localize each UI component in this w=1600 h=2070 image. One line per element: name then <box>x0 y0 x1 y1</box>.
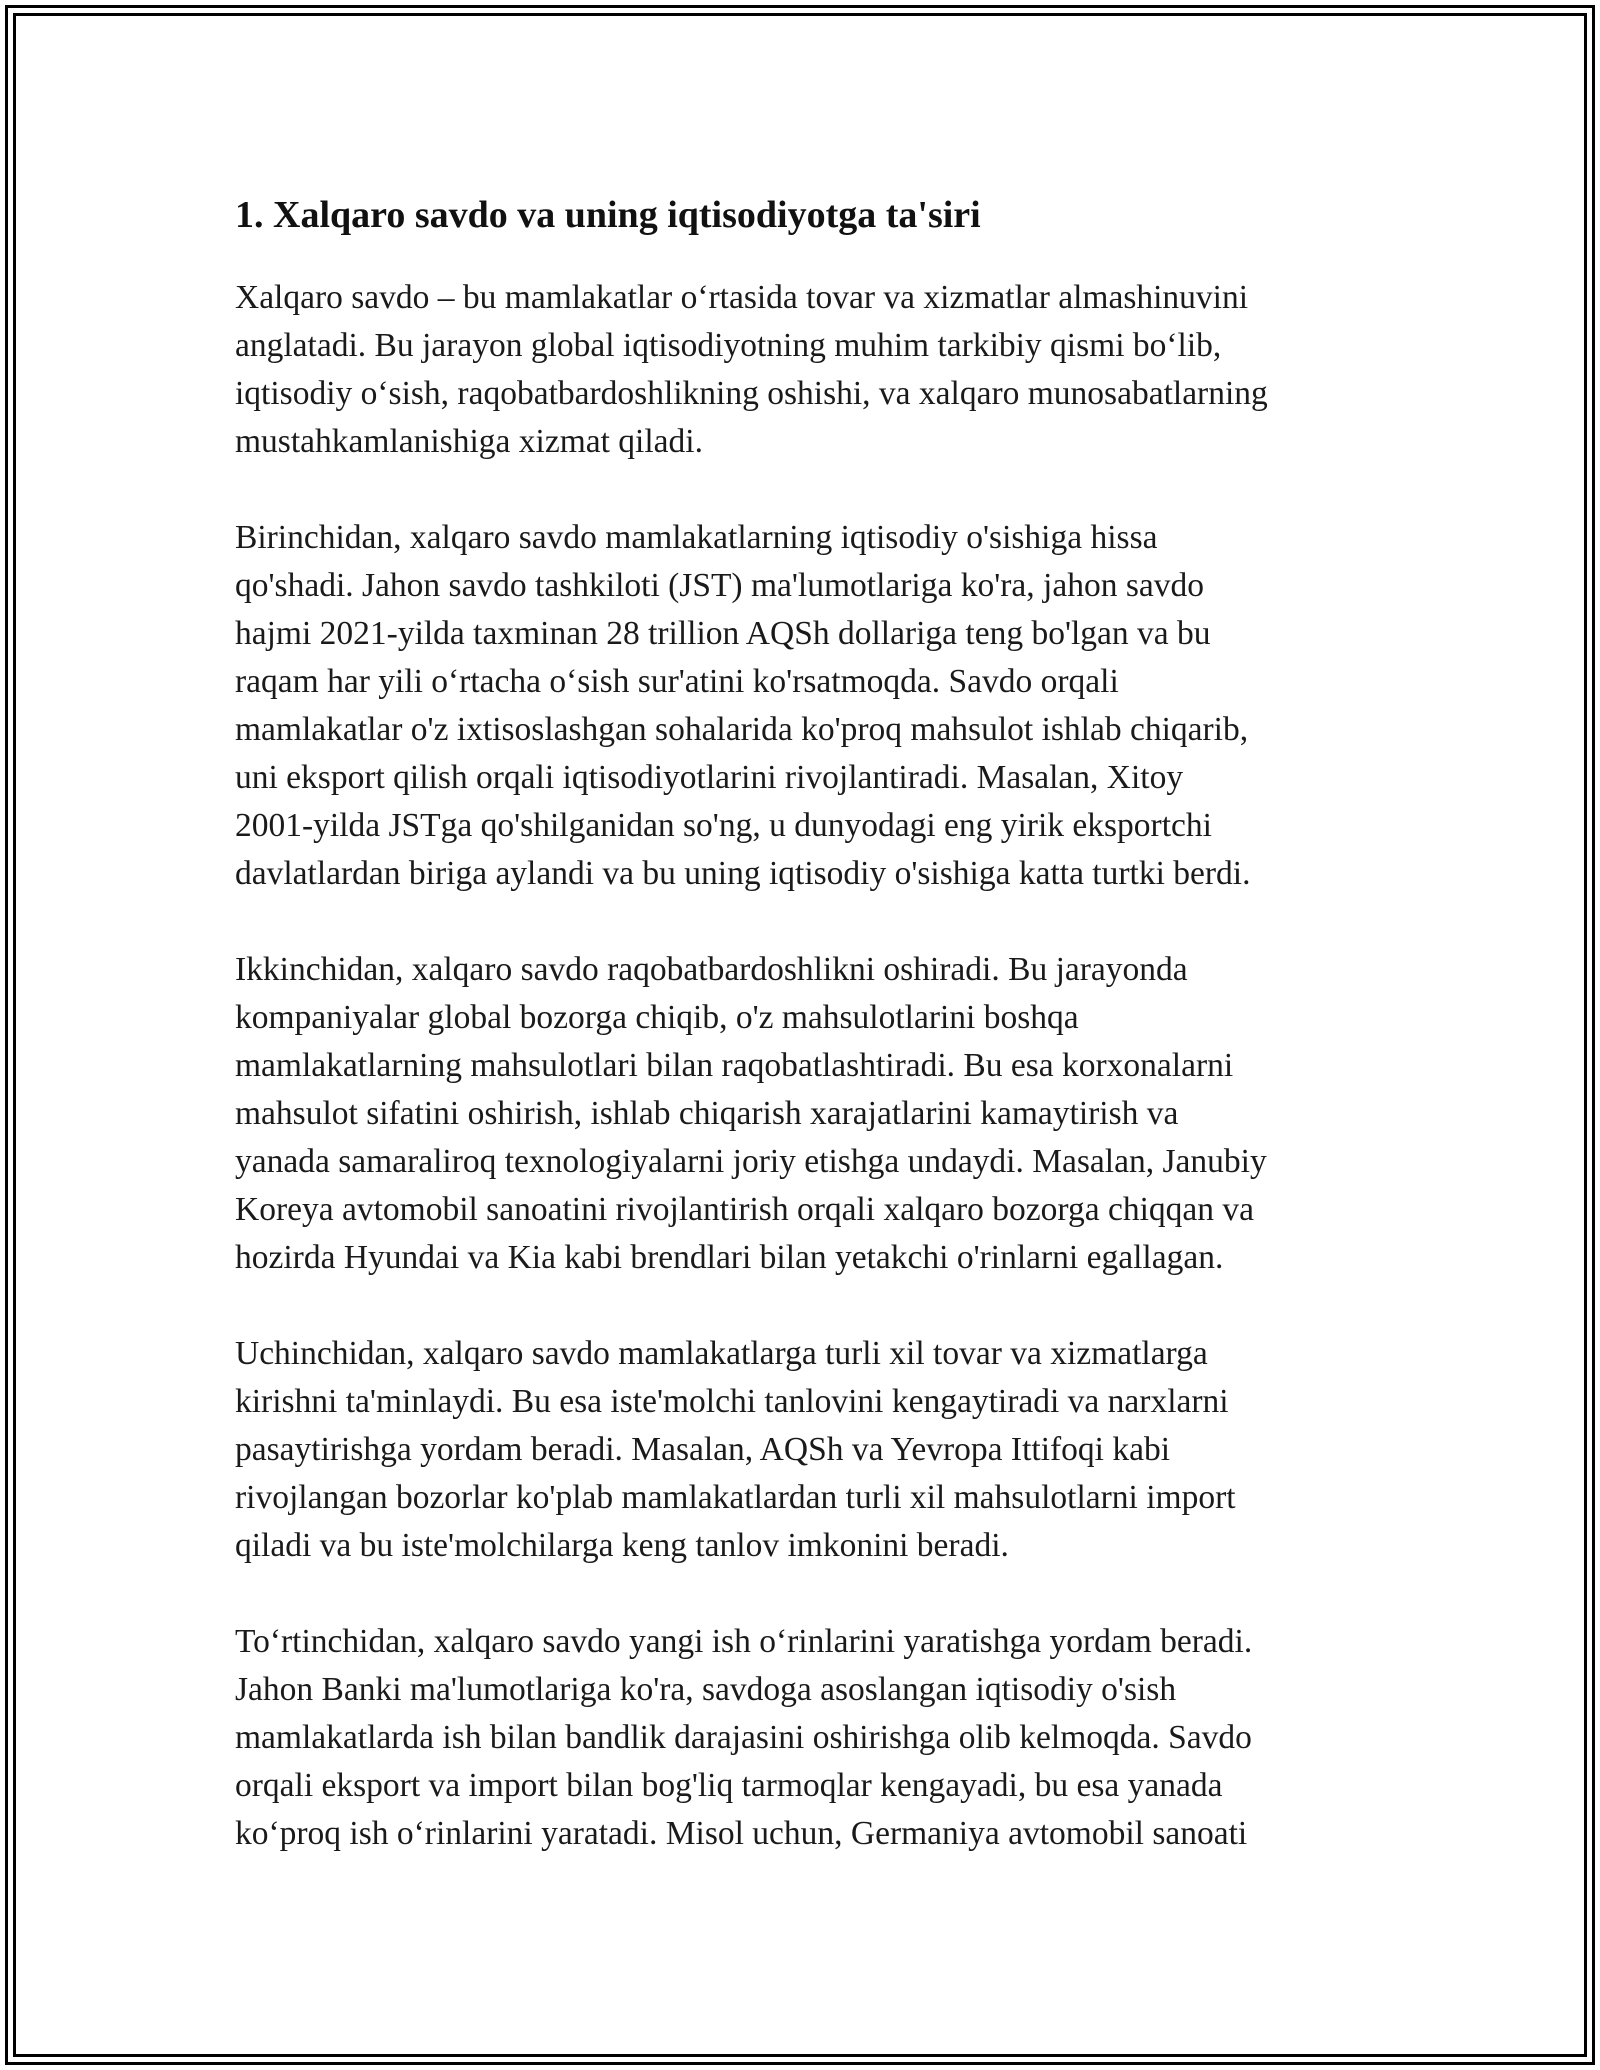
text-line: kompaniyalar global bozorga chiqib, o'z mahsulotlarini boshqa <box>235 999 1079 1036</box>
text-line: To‘rtinchidan, xalqaro savdo yangi ish o‘rinlarini yaratishga yordam beradi. <box>235 1623 1253 1660</box>
text-line: mustahkamlanishiga xizmat qiladi. <box>235 423 703 460</box>
text-line: orqali eksport va import bilan bog'liq tarmoqlar kengayadi, bu esa yanada <box>235 1767 1223 1804</box>
document-body <box>235 190 1385 1906</box>
text-line: mamlakatlar o'z ixtisoslashgan sohalarida ko'proq mahsulot ishlab chiqarib, <box>235 711 1249 748</box>
text-line: Jahon Banki ma'lumotlariga ko'ra, savdoga asoslangan iqtisodiy o'sish <box>235 1671 1177 1708</box>
paragraph-first-point <box>235 514 1385 898</box>
text-line: mamlakatlarning mahsulotlari bilan raqobatlashtiradi. Bu esa korxonalarni <box>235 1047 1234 1084</box>
text-line: Koreya avtomobil sanoatini rivojlantirish orqali xalqaro bozorga chiqqan va <box>235 1191 1254 1228</box>
text-line: qiladi va bu iste'molchilarga keng tanlov imkonini beradi. <box>235 1527 1009 1564</box>
text-line: anglatadi. Bu jarayon global iqtisodiyotning muhim tarkibiy qismi bo‘lib, <box>235 327 1222 364</box>
text-line: iqtisodiy o‘sish, raqobatbardoshlikning oshishi, va xalqaro munosabatlarning <box>235 375 1268 412</box>
text-line: Uchinchidan, xalqaro savdo mamlakatlarga turli xil tovar va xizmatlarga <box>235 1335 1208 1372</box>
paragraph-second-point <box>235 946 1385 1282</box>
document-title: 1. Xalqaro savdo va uning iqtisodiyotga ta'siri <box>235 194 981 236</box>
paragraph-fourth-point <box>235 1618 1385 1858</box>
text-line: uni eksport qilish orqali iqtisodiyotlarini rivojlantiradi. Masalan, Xitoy <box>235 759 1184 796</box>
text-line: 2001-yilda JSTga qo'shilganidan so'ng, u dunyodagi eng yirik eksportchi <box>235 807 1212 844</box>
text-line: Ikkinchidan, xalqaro savdo raqobatbardoshlikni oshiradi. Bu jarayonda <box>235 951 1188 988</box>
text-line: raqam har yili o‘rtacha o‘sish sur'atini ko'rsatmoqda. Savdo orqali <box>235 663 1119 700</box>
text-line: ko‘proq ish o‘rinlarini yaratadi. Misol uchun, Germaniya avtomobil sanoati <box>235 1815 1248 1852</box>
text-line: Birinchidan, xalqaro savdo mamlakatlarning iqtisodiy o'sishiga hissa <box>235 519 1158 556</box>
text-line: yanada samaraliroq texnologiyalarni joriy etishga undaydi. Masalan, Janubiy <box>235 1143 1267 1180</box>
paragraph-third-point <box>235 1330 1385 1570</box>
text-line: davlatlardan biriga aylandi va bu uning iqtisodiy o'sishiga katta turtki berdi. <box>235 855 1251 892</box>
text-line: hajmi 2021-yilda taxminan 28 trillion AQSh dollariga teng bo'lgan va bu <box>235 615 1211 652</box>
text-line: kirishni ta'minlaydi. Bu esa iste'molchi tanlovini kengaytiradi va narxlarni <box>235 1383 1229 1420</box>
text-line: rivojlangan bozorlar ko'plab mamlakatlardan turli xil mahsulotlarni import <box>235 1479 1236 1516</box>
paragraph-intro <box>235 274 1385 466</box>
text-line: qo'shadi. Jahon savdo tashkiloti (JST) ma'lumotlariga ko'ra, jahon savdo <box>235 567 1204 604</box>
text-line: mamlakatlarda ish bilan bandlik darajasini oshirishga olib kelmoqda. Savdo <box>235 1719 1252 1756</box>
text-line: Xalqaro savdo – bu mamlakatlar o‘rtasida tovar va xizmatlar almashinuvini <box>235 279 1249 316</box>
text-line: mahsulot sifatini oshirish, ishlab chiqarish xarajatlarini kamaytirish va <box>235 1095 1179 1132</box>
text-line: pasaytirishga yordam beradi. Masalan, AQSh va Yevropa Ittifoqi kabi <box>235 1431 1171 1468</box>
text-line: hozirda Hyundai va Kia kabi brendlari bilan yetakchi o'rinlarni egallagan. <box>235 1239 1224 1276</box>
